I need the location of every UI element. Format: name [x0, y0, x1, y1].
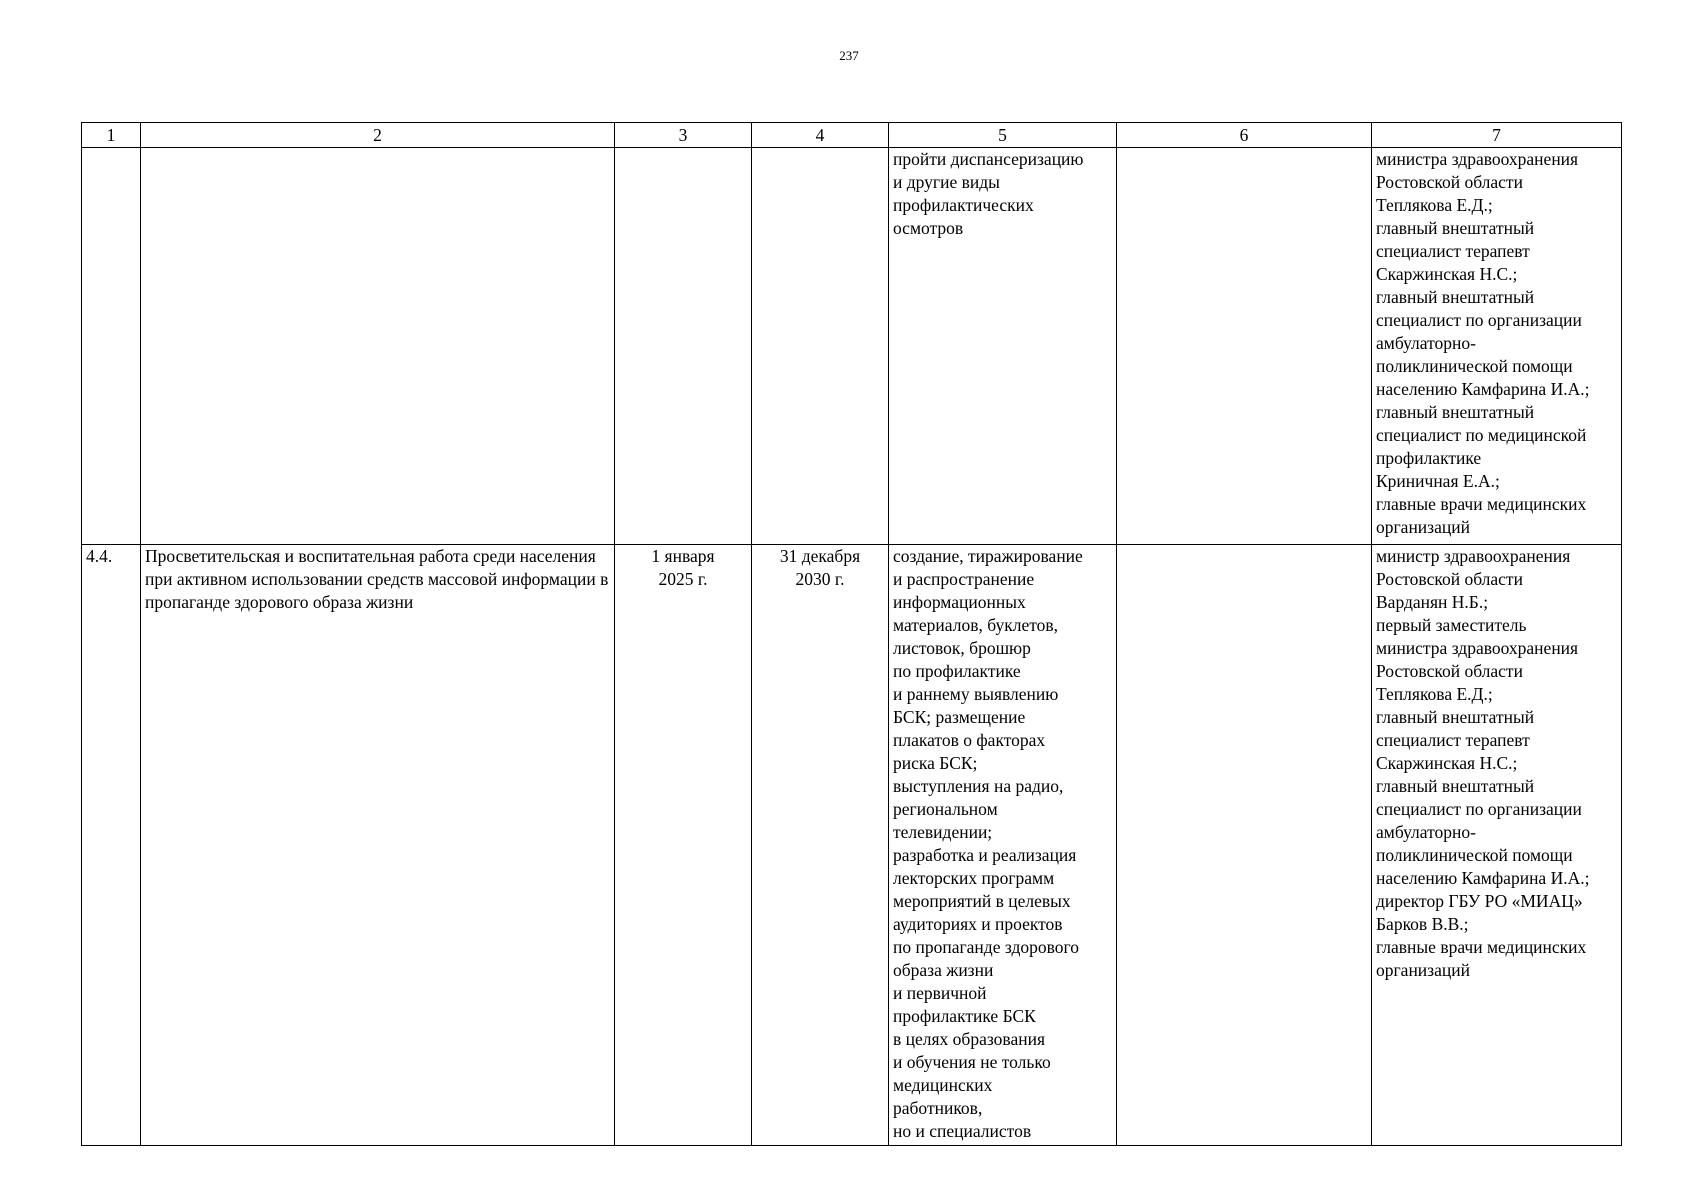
text-line: главный внештатный	[1376, 287, 1535, 307]
actions-cell	[889, 148, 1117, 545]
text-line: населению Камфарина И.А.;	[1376, 868, 1590, 888]
text-line: первый заместитель	[1376, 615, 1527, 635]
text-line: специалист по организации	[1376, 310, 1582, 330]
row-number-cell: 4.4.	[82, 545, 141, 1146]
text-line: Теплякова Е.Д.;	[1376, 684, 1493, 704]
text-line: Варданян Н.Б.;	[1376, 592, 1489, 612]
text-line: министра здравоохранения	[1376, 638, 1579, 658]
text-line: телевидении;	[893, 822, 993, 842]
text-line: Ростовской области	[1376, 172, 1523, 192]
header-col-4: 4	[752, 123, 889, 148]
text-line: и другие виды	[893, 172, 1000, 192]
actions-cell	[889, 545, 1117, 1146]
text-line: плакатов о факторах	[893, 730, 1046, 750]
text-line: листовок, брошюр	[893, 638, 1031, 658]
text-line: специалист по организации	[1376, 799, 1582, 819]
text-line: по профилактике	[893, 661, 1021, 681]
start-date-cell	[615, 148, 752, 545]
text-line: пройти диспансеризацию	[893, 149, 1084, 169]
text-line: разработка и реализация	[893, 845, 1077, 865]
text-line: образа жизни	[893, 960, 994, 980]
text-line: главный внештатный	[1376, 402, 1535, 422]
activity-title-cell: Просветительская и воспитательная работа среди населения при активном использовании средств массовой информации в пропаганде здорового образа жизни	[141, 545, 615, 1146]
text-line: медицинских	[893, 1075, 993, 1095]
text-line: поликлинической помощи	[1376, 845, 1573, 865]
text-line: профилактике	[1376, 448, 1482, 468]
text-line: специалист терапевт	[1376, 730, 1530, 750]
start-date-cell	[615, 545, 752, 1146]
text-line: амбулаторно-	[1376, 333, 1476, 353]
text-line: главные врачи медицинских	[1376, 494, 1587, 514]
text-line: 1 января	[651, 546, 715, 566]
col6-cell	[1117, 148, 1372, 545]
text-line: министр здравоохранения	[1376, 546, 1571, 566]
text-line: специалист по медицинской	[1376, 425, 1587, 445]
text-line: профилактических	[893, 195, 1034, 215]
text-line: мероприятий в целевых	[893, 891, 1071, 911]
text-line: БСК; размещение	[893, 707, 1026, 727]
text-line: но и специалистов	[893, 1121, 1032, 1141]
header-col-6: 6	[1117, 123, 1372, 148]
header-col-2: 2	[141, 123, 615, 148]
responsible-cell	[1372, 148, 1622, 545]
text-line: Скаржинская Н.С.;	[1376, 753, 1518, 773]
header-row	[82, 123, 1622, 148]
text-line: профилактике БСК	[893, 1006, 1036, 1026]
text-line: населению Камфарина И.А.;	[1376, 379, 1590, 399]
text-line: организаций	[1376, 517, 1470, 537]
text-line: Скаржинская Н.С.;	[1376, 264, 1518, 284]
text-line: и первичной	[893, 983, 987, 1003]
text-line: Теплякова Е.Д.;	[1376, 195, 1493, 215]
col6-cell	[1117, 545, 1372, 1146]
text-line: Ростовской области	[1376, 569, 1523, 589]
text-line: Криничная Е.А.;	[1376, 471, 1500, 491]
text-line: осмотров	[893, 218, 964, 238]
end-date-cell	[752, 148, 889, 545]
text-line: по пропаганде здорового	[893, 937, 1079, 957]
activity-title-cell	[141, 148, 615, 545]
text-line: главный внештатный	[1376, 707, 1535, 727]
text-line: Ростовской области	[1376, 661, 1523, 681]
text-line: и раннему выявлению	[893, 684, 1059, 704]
text-line: региональном	[893, 799, 998, 819]
text-line: выступления на радио,	[893, 776, 1064, 796]
header-col-7: 7	[1372, 123, 1622, 148]
text-line: специалист терапевт	[1376, 241, 1530, 261]
table-row	[82, 545, 1622, 1146]
text-line: создание, тиражирование	[893, 546, 1083, 566]
header-col-1: 1	[82, 123, 141, 148]
text-line: материалов, буклетов,	[893, 615, 1059, 635]
text-line: и обучения не только	[893, 1052, 1051, 1072]
header-col-3: 3	[615, 123, 752, 148]
text-line: работников,	[893, 1098, 983, 1118]
header-col-5: 5	[889, 123, 1117, 148]
text-line: лекторских программ	[893, 868, 1055, 888]
text-line: Барков В.В.;	[1376, 914, 1469, 934]
table-row	[82, 148, 1622, 545]
text-line: информационных	[893, 592, 1026, 612]
end-date-cell	[752, 545, 889, 1146]
text-line: 2025 г.	[658, 569, 708, 589]
text-line: главный внештатный	[1376, 218, 1535, 238]
text-line: 2030 г.	[795, 569, 845, 589]
text-line: директор ГБУ РО «МИАЦ»	[1376, 891, 1583, 911]
text-line: министра здравоохранения	[1376, 149, 1579, 169]
text-line: амбулаторно-	[1376, 822, 1476, 842]
text-line: аудиториях и проектов	[893, 914, 1063, 934]
responsible-cell	[1372, 545, 1622, 1146]
text-line: поликлинической помощи	[1376, 356, 1573, 376]
text-line: главные врачи медицинских	[1376, 937, 1587, 957]
plan-table	[81, 122, 1622, 1146]
text-line: организаций	[1376, 960, 1470, 980]
text-line: в целях образования	[893, 1029, 1045, 1049]
text-line: 31 декабря	[779, 546, 861, 566]
page-number: 237	[839, 48, 859, 63]
text-line: риска БСК;	[893, 753, 978, 773]
text-line: и распространение	[893, 569, 1035, 589]
row-number-cell	[82, 148, 141, 545]
text-line: главный внештатный	[1376, 776, 1535, 796]
